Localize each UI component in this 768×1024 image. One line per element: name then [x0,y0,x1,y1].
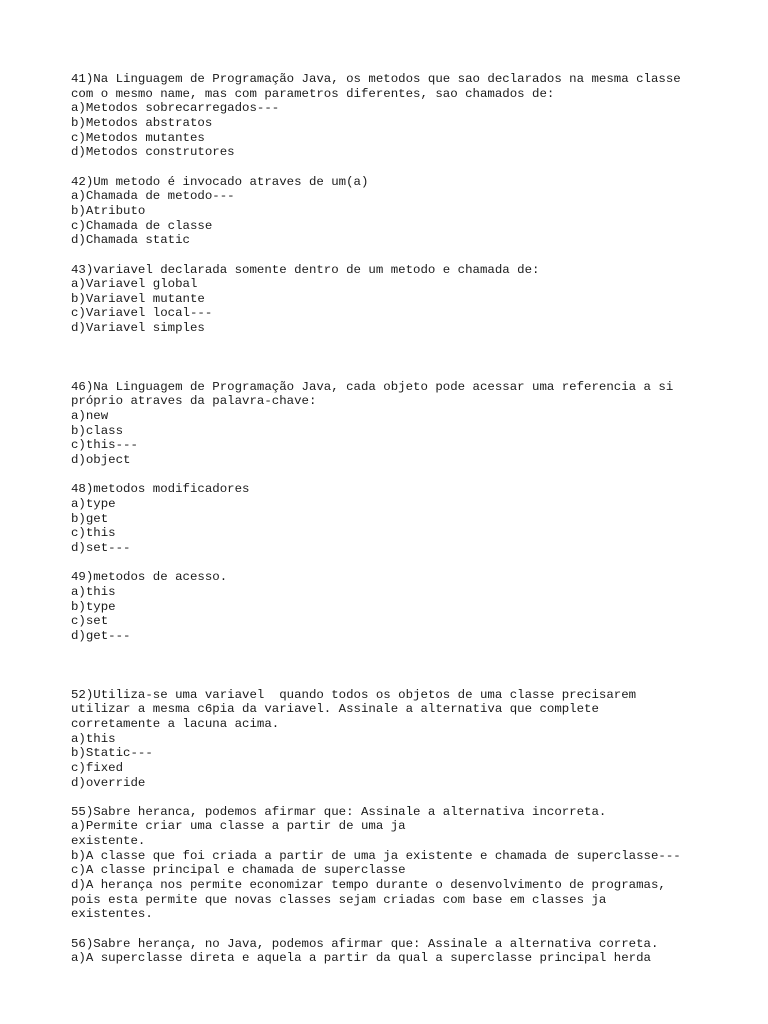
option-a: a)Chamada de metodo--- [71,189,235,204]
question-43 [71,263,731,336]
option-c: c)Variavel local--- [71,306,213,321]
option-d-continued: existentes. [71,907,153,922]
option-b: b)Static--- [71,746,153,761]
question-text: 49)metodos de acesso. [71,570,228,585]
option-b: b)class [71,423,124,438]
option-a: a)this [71,731,116,746]
question-text: com o mesmo name, mas com parametros diferentes, sao chamados de: [71,86,555,101]
option-c: c)Metodos mutantes [71,130,205,145]
option-c: c)this--- [71,438,138,453]
option-a: a)Permite criar uma classe a partir de uma ja [71,819,406,834]
question-42 [71,175,731,248]
question-text: 42)Um metodo é invocado atraves de um(a) [71,174,369,189]
question-56 [71,937,731,966]
option-d: d)Metodos construtores [71,145,235,160]
option-d: d)get--- [71,628,131,643]
option-a: a)Variavel global [71,277,198,292]
option-d: d)object [71,453,131,468]
option-d: d)Chamada static [71,233,190,248]
option-a: a)Metodos sobrecarregados--- [71,101,280,116]
question-text: 48)metodos modificadores [71,482,250,497]
question-text: 46)Na Linguagem de Programação Java, cada objeto pode acessar uma referencia a si [71,379,674,394]
option-c: c)fixed [71,760,124,775]
option-c: c)Chamada de classe [71,218,213,233]
question-text: próprio atraves da palavra-chave: [71,394,317,409]
option-a-continued: existente. [71,834,146,849]
option-a: a)A superclasse direta e aquela a partir da qual a superclasse principal herda [71,951,651,966]
question-46 [71,380,731,468]
document-page [71,72,731,966]
option-b: b)get [71,511,109,526]
option-b: b)type [71,599,116,614]
option-b: b)Atributo [71,203,146,218]
question-52 [71,688,731,791]
option-d: d)Variavel simples [71,321,205,336]
option-c: c)set [71,614,109,629]
option-d: d)override [71,775,146,790]
question-text: 52)Utiliza-se uma variavel quando todos os objetos de uma classe precisarem [71,687,637,702]
question-text: utilizar a mesma c6pia da variavel. Assinale a alternativa que complete [71,702,599,717]
question-text: 55)Sabre heranca, podemos afirmar que: Assinale a alternativa incorreta. [71,804,607,819]
option-a: a)this [71,584,116,599]
option-a: a)type [71,497,116,512]
question-48 [71,482,731,555]
option-b: b)A classe que foi criada a partir de uma ja existente e chamada de superclasse--- [71,848,681,863]
option-c: c)this [71,526,116,541]
question-text: corretamente a lacuna acima. [71,716,280,731]
option-c: c)A classe principal e chamada de superclasse [71,863,406,878]
option-d: d)set--- [71,540,131,555]
question-55 [71,805,731,922]
option-b: b)Variavel mutante [71,291,205,306]
option-d-continued: pois esta permite que novas classes sejam criadas com base em classes ja [71,892,607,907]
question-41 [71,72,731,160]
question-49 [71,570,731,643]
question-text: 43)variavel declarada somente dentro de um metodo e chamada de: [71,262,540,277]
option-a: a)new [71,409,109,424]
question-text: 56)Sabre herança, no Java, podemos afirmar que: Assinale a alternativa correta. [71,936,659,951]
option-b: b)Metodos abstratos [71,115,213,130]
option-d: d)A herança nos permite economizar tempo durante o desenvolvimento de programas, [71,878,666,893]
question-text: 41)Na Linguagem de Programação Java, os metodos que sao declarados na mesma classe [71,72,681,86]
